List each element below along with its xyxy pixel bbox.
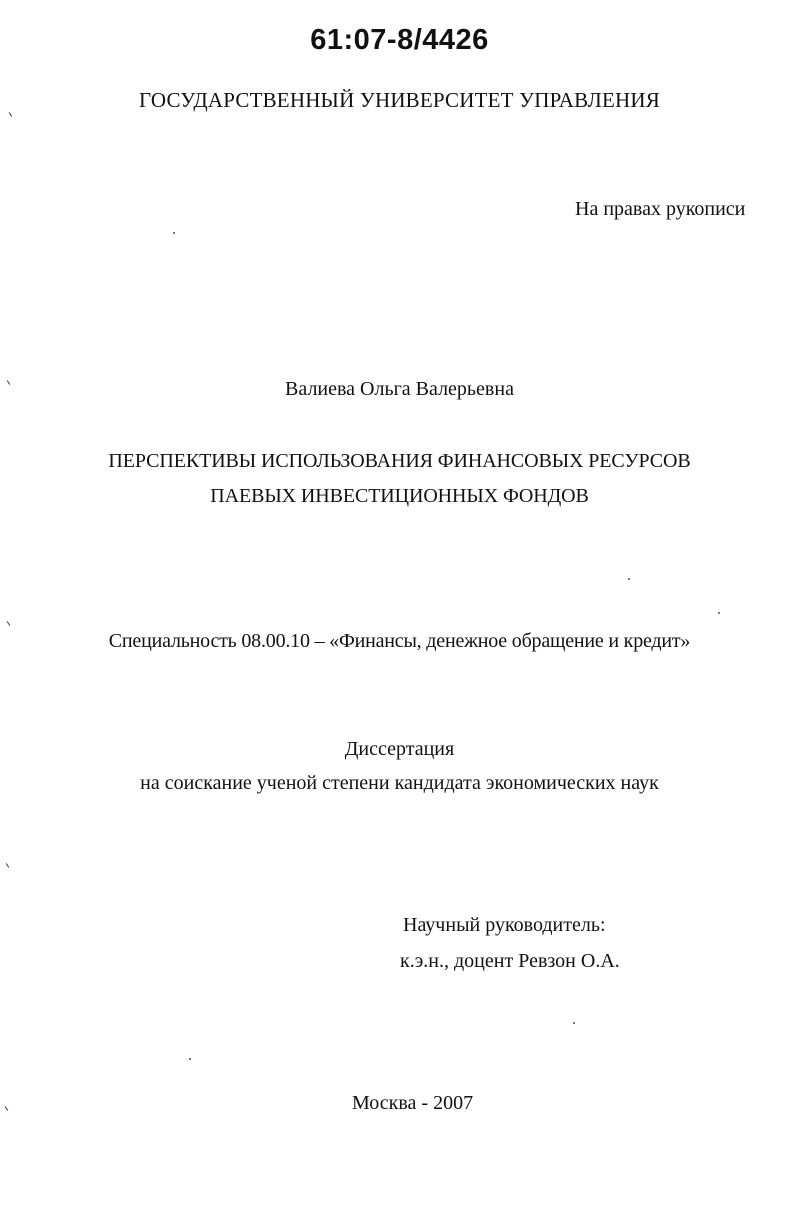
work-type: Диссертация <box>344 738 455 760</box>
scan-mark <box>6 863 10 868</box>
supervisor-name: к.э.н., доцент Ревзон О.А. <box>400 950 620 972</box>
scan-speck <box>189 1058 192 1061</box>
city-year: Москва - 2007 <box>352 1092 474 1114</box>
specialty-line: Специальность 08.00.10 – «Финансы, денежное обращение и кредит» <box>108 630 691 652</box>
degree-line: на соискание ученой степени кандидата экономических наук <box>140 772 659 794</box>
supervisor-label: Научный руководитель: <box>403 914 606 936</box>
scan-speck <box>573 1022 576 1025</box>
scan-mark <box>5 1106 9 1111</box>
scan-speck <box>628 578 631 581</box>
manuscript-rights-note: На правах рукописи <box>575 198 746 220</box>
university-name: ГОСУДАРСТВЕННЫЙ УНИВЕРСИТЕТ УПРАВЛЕНИЯ <box>139 88 660 112</box>
author-name: Валиева Ольга Валерьевна <box>285 378 514 400</box>
scan-speck <box>173 232 176 235</box>
scan-mark <box>7 621 11 626</box>
dissertation-title-line-1: ПЕРСПЕКТИВЫ ИСПОЛЬЗОВАНИЯ ФИНАНСОВЫХ РЕСУРСОВ <box>108 450 691 472</box>
dissertation-title-line-2: ПАЕВЫХ ИНВЕСТИЦИОННЫХ ФОНДОВ <box>210 485 589 507</box>
catalog-stamp: 61:07-8/4426 <box>310 24 489 56</box>
scan-speck <box>718 612 721 615</box>
